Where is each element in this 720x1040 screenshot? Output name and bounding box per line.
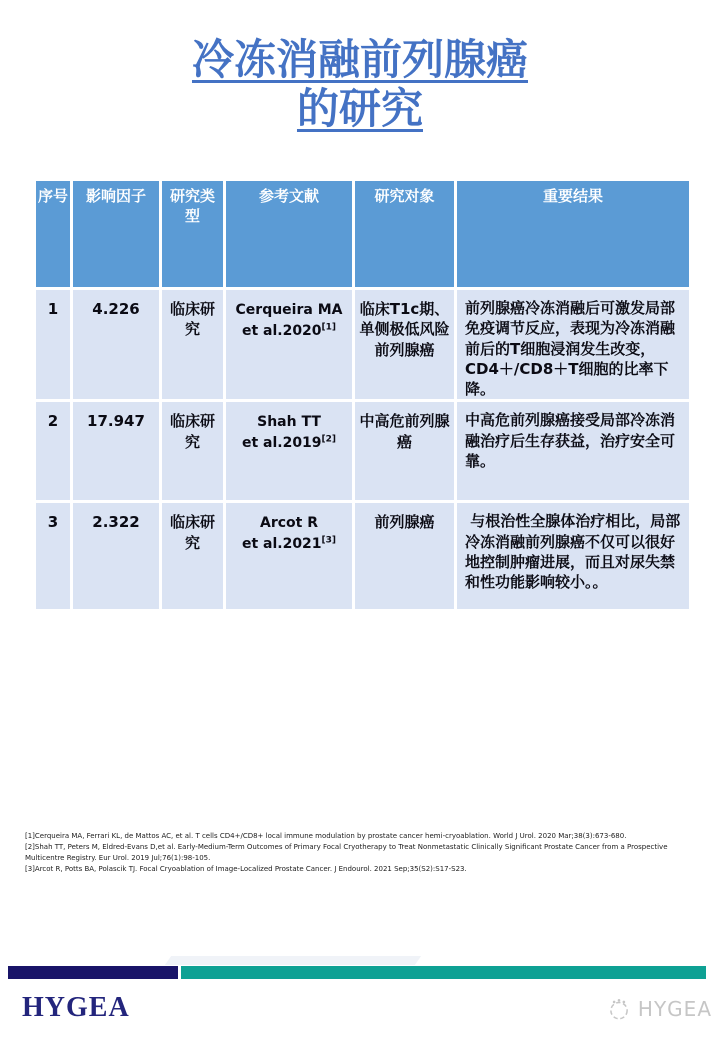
- cell-index: 1: [35, 289, 72, 401]
- table-header-row: [35, 180, 691, 289]
- footnote-3: [3]Arcot R, Potts BA, Polascik TJ. Focal Cryoablation of Image-Localized Prostate Cancer. J Endourol. 2021 Sep;35(S2):S17-S23.: [25, 864, 467, 873]
- hygea-logo: HYGEA: [22, 992, 130, 1023]
- hygea-watermark-icon: [606, 996, 632, 1022]
- col-header-key-result: 重要结果: [456, 180, 691, 289]
- reference-superscript: [3]: [321, 535, 337, 546]
- cell-key-result: 中高危前列腺癌接受局部冷冻消融治疗后生存获益，治疗安全可靠。: [456, 401, 691, 502]
- references-footnotes: [25, 831, 697, 874]
- col-header-index: 序号: [35, 180, 72, 289]
- reference-author: Shah TT: [257, 414, 321, 431]
- cell-study-type: 临床研究: [161, 401, 225, 502]
- col-header-subject: 研究对象: [354, 180, 456, 289]
- cell-impact-factor: 17.947: [72, 401, 161, 502]
- reference-etal: et al.2019: [241, 435, 322, 452]
- cell-impact-factor: 2.322: [72, 502, 161, 611]
- cell-subject: 临床T1c期、单侧极低风险前列腺癌: [354, 289, 456, 401]
- reference-etal: et al.2021: [241, 536, 322, 553]
- reference-year: [228, 433, 350, 454]
- reference-year: [228, 534, 350, 555]
- cell-index: 2: [35, 401, 72, 502]
- decorative-highlight: [165, 956, 421, 965]
- reference-superscript: [2]: [321, 434, 337, 445]
- cell-reference: [225, 502, 354, 611]
- cell-subject: 中高危前列腺癌: [354, 401, 456, 502]
- reference-author: Cerqueira MA: [235, 302, 343, 318]
- cell-reference: [225, 401, 354, 502]
- cell-study-type: 临床研究: [161, 289, 225, 401]
- col-header-impact-factor: 影响因子: [72, 180, 161, 289]
- page-title-line-1: 冷冻消融前列腺癌: [191, 35, 528, 84]
- col-header-study-type: 研究类型: [161, 180, 225, 289]
- hygea-watermark-text: HYGEA: [637, 997, 712, 1021]
- cell-study-type: 临床研究: [161, 502, 225, 611]
- footnote-2: [2]Shah TT, Peters M, Eldred-Evans D,et al. Early-Medium-Term Outcomes of Primary Focal Cryotherapy to Treat Nonmetastatic Clinically Significant Prostate Cancer from a Prospective Multicentre Registry. Eur Urol. 2019 Jul;76(1):98-105.: [25, 842, 668, 862]
- footer-bar-navy: [8, 966, 178, 979]
- footnote-1: [1]Cerqueira MA, Ferrari KL, de Mattos AC, et al. T cells CD4+/CD8+ local immune modulation by prostate cancer hemi-cryoablation. World J Urol. 2020 Mar;38(3):673-680.: [25, 832, 627, 840]
- page-title: [0, 36, 720, 133]
- cell-index: 3: [35, 502, 72, 611]
- reference-etal: et al.2020: [241, 323, 322, 339]
- footer-bar-teal: [181, 966, 706, 979]
- page-title-line-2: 的研究: [296, 83, 423, 133]
- cell-key-result: 与根治性全腺体治疗相比，局部冷冻消融前列腺癌不仅可以很好地控制肿瘤进展，而且对尿失禁和性功能影响较小。。: [456, 502, 691, 611]
- table-row: [35, 401, 691, 502]
- hygea-watermark: [606, 996, 712, 1022]
- cell-impact-factor: 4.226: [72, 289, 161, 401]
- reference-superscript: [1]: [321, 322, 337, 333]
- cell-key-result: 前列腺癌冷冻消融后可激发局部免疫调节反应，表现为冷冻消融前后的T细胞浸润发生改变，CD4＋/CD8＋T细胞的比率下降。: [456, 289, 691, 401]
- reference-author: Arcot R: [259, 515, 318, 532]
- reference-year: [228, 321, 350, 342]
- studies-table: [33, 178, 692, 612]
- cell-subject: 前列腺癌: [354, 502, 456, 611]
- cell-reference: [225, 289, 354, 401]
- table-row: [35, 289, 691, 401]
- table-row: [35, 502, 691, 611]
- col-header-reference: 参考文献: [225, 180, 354, 289]
